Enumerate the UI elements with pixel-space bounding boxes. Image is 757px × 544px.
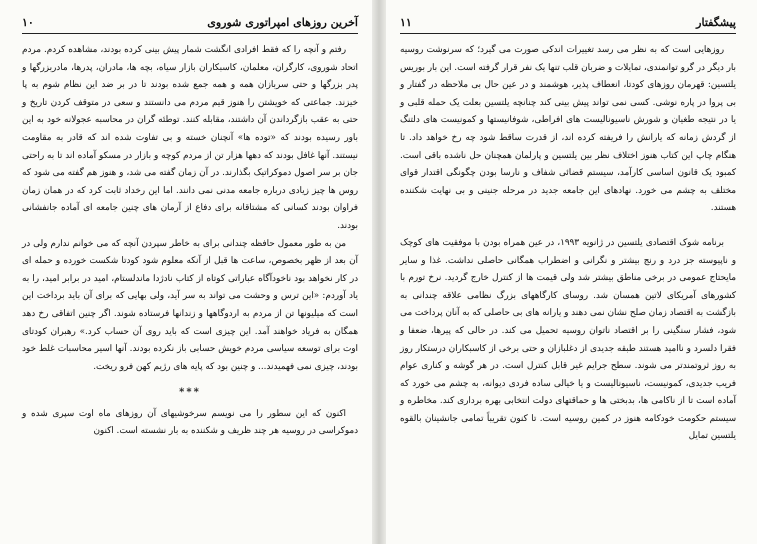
right-page-body (400, 42, 736, 446)
left-paragraph-1: رفتم و آنچه را که فقط افرادی انگشت شمار پیش بینی کرده بودند، مشاهده کردم. مردم اتحاد شوروی، کارگران، معلمان، کاسبکاران بازار سیاه، بچه ها، مادران، پدرها، مادربزرگها و پدر بزرگها و حتی سربازان همه و همه جمع شده بودند تا در بر ضد این نظام شوم به پا خیزند. جماعتی که خویشتن را هنوز قیم مردم می دانستند و سعی در متوقف کردن تاریخ و حتی به عقب بازگرداندن آن داشتند، مقابله کنند. توطئه گران در محاسبه عجولانه خود به این باور رسیده بودند که «توده ها» آنچنان خسته و بی تفاوت شده اند که قادر به مقاومت نیستند. آنها غافل بودند که دهها هزار تن از مردم کوچه و بازار در مسکو آماده اند تا به راحتی جان بر سر اصول دموکراتیک بگذارند. در آن زمان گفته می شد، و هنوز هم گفته می شود که روس ها چیز زیادی درباره جامعه مدنی نمی دانند. اما این رخداد ثابت کرد که در همان زمان فراوان بودند کسانی که مشتاقانه برای دفاع از آرمان های چنین جامعه ای آماده جانفشانی بودند. (22, 45, 358, 231)
right-page-header (400, 10, 736, 34)
left-page-number: ۱۰ (22, 16, 34, 29)
left-page-body (22, 42, 358, 441)
right-page-number: ۱۱ (400, 16, 412, 29)
right-page (400, 10, 736, 538)
book-gutter (372, 0, 386, 544)
right-paragraph-1: روزهایی است که به نظر می رسد تغییرات اندکی صورت می گیرد؛ که سرنوشت روسیه بار دیگر در گرو توانمندی، تمایلات و ضربان قلب تنها یک نفر قرار گرفته است. این بار بوریس یلتسین: قهرمان روزهای کودتا، انعطاف پذیر، هوشمند و در عین حال بی ملاحظه در گفتار و بی پروا در پاره نوشی. کسی نمی تواند پیش بینی کند چنانچه یلتسین بعلت یک حمله قلبی و یا در نتیجه طغیان و شورش ناسیونالیست های افراطی، شوفانیستها و کمونیست های دلتنگ از گردش زمانه که یارانش را فریفته کرده اند، از قدرت ساقط شود چه رخ خواهد داد. تا هنگام چاپ این کتاب هنوز اختلاف نظر بین یلتسین و پارلمان همچنان حل ناشده باقی است. کمبود یک قانون اساسی کارآمد، سیستم قضائی شفاف و نارسا بودن چگونگی اقتدار قوای مختلف به چشم می خورد. نهادهای این جامعه جدید در مرحله جنینی و بی نهایت شکننده هستند. (400, 45, 736, 214)
left-page (22, 10, 358, 538)
section-separator-stars: *** (179, 387, 201, 399)
left-paragraph-3: اکنون که این سطور را می نویسم سرخوشیهای آن روزهای ماه اوت سپری شده و دموکراسی در روسیه هر چند ظریف و شکننده به بار نشسته است. اکنون (22, 408, 358, 437)
right-header-rule (400, 33, 736, 34)
right-paragraph-2: برنامه شوک اقتصادی یلتسین در ژانویه ۱۹۹۳، در عین همراه بودن با موفقیت های کوچک و ناپیوسته جز درد و رنج بیشتر و نگرانی و اضطراب همگانی حاصلی نداشت. غذا و سایر مایحتاج عمومی در برخی مناطق بیشتر شد ولی قیمت ها از کنترل خارج گردید. نرخ تورم با کشورهای آمریکای لاتین همسان شد. روسای کارگاههای بزرگ نظامی علاقه چندانی به بازگشت به اقتصاد زمان صلح نشان نمی دهند و یارانه های بی حاصلی که به آنان پرداخت می شود، فشار سنگینی را بر اقتصاد ناتوان روسیه تحمیل می کند. در حالی که پیرها، ضعفا و فقرا دلسرد و ناامید هستند طبقه جدیدی از دغلبازان و حتی برخی از کاسبکاران درستکار روز به روز ثروتمندتر می شوند. سطح جرایم غیر قابل کنترل است. در هر گوشه و کناری عوام فریب جدیدی، کمونیست، ناسیونالیست و یا خیالی ساده فردی دیوانه، به چشم می خورد که آماده است تا از ناکامی ها، بدبختی ها و حماقتهای دولت انتخابی بهره برداری کند. مخاطره و سیستم حکومت خودکامه هنوز در کمین روسیه است. تا کنون تقریباً تمامی جانشینان بالقوه یلتسین تمایل (400, 237, 736, 442)
left-page-running-title: آخرین روزهای امپراتوری شوروی (207, 16, 358, 29)
left-page-header (22, 10, 358, 34)
left-header-rule (22, 33, 358, 34)
right-page-running-title: پیشگفتار (696, 16, 736, 29)
left-paragraph-2: من به طور معمول حافظه چندانی برای به خاطر سپردن آنچه که می خوانم ندارم ولی در آن بعد از ظهر بخصوص، ساعت ها قبل از آنکه معلوم شود کودتا شکست خورده و حمله ای در کار نخواهد بود ناخودآگاه عباراتی کوتاه از کتاب نادژدا ماندلستام، امید در برابر امید، را به یاد آوردم: «این ترس و وحشت می تواند به سر آید، ولی بهایی که برای آن باید برداخت این است که میلیونها تن از مردم به اردوگاهها و زندانها فرستاده شوند. اگر چنین اتفاقی رخ دهد همگان به فریاد خواهند آمد. این چیزی است که باید روی آن حساب کرد.» رهبران کودتای اوت برای توسعه سیاسی مردم خویش حسابی باز نکرده بودند. آنها اسیر محاسبات غلط خود بودند، چیزی نمی فهمیدند... و چنین بود که پایه های رژیم کهن فرو ریخت. (22, 238, 358, 372)
